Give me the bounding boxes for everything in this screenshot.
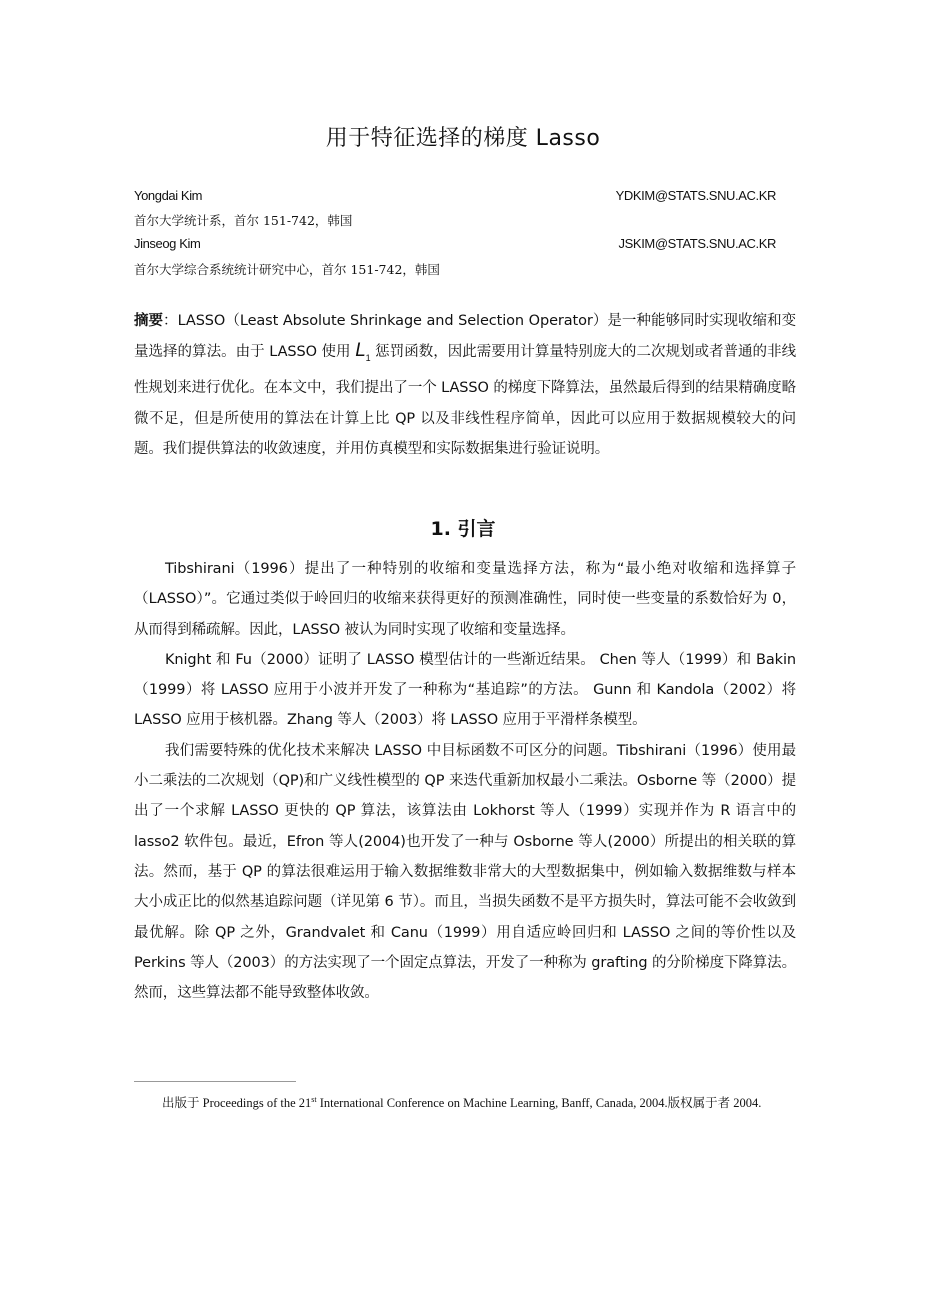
author-affiliation: 首尔大学综合系统统计研究中心，首尔 151-742，韩国 [134,262,440,277]
footnote: 出版于 Proceedings of the 21st International Conference on Machine Learning, Banff, Canada, 2004.版权属于者 2004. [162,1095,762,1111]
author-name: Yongdai Kim [134,188,203,203]
section-heading: 1. 引言 [430,518,496,540]
author-row-2 [134,236,776,256]
footnote-divider [134,1081,296,1082]
body-paragraph: Knight 和 Fu（2000）证明了 LASSO 模型估计的一些渐近结果。 Chen 等人（1999）和 Bakin（1999）将 LASSO 应用于小波并开发了一种称为“基追踪”的方法。 Gunn 和 Kandola（2002）将 LASSO 应用于核机器。Zhang 等人（2003）将 LASSO 应用于平滑样条模型。 [134,651,796,729]
abstract [134,306,796,464]
section-body [134,554,796,1008]
abstract-label: 摘要 [134,313,164,329]
author-row-1 [134,188,776,208]
author-email: JSKIM@STATS.SNU.AC.KR [618,236,776,251]
body-paragraph: Tibshirani（1996）提出了一种特别的收缩和变量选择方法，称为“最小绝对收缩和选择算子（LASSO）”。它通过类似于岭回归的收缩来获得更好的预测准确性，同时使一些变量的系数恰好为 0，从而得到稀疏解。因此，LASSO 被认为同时实现了收缩和变量选择。 [134,561,796,638]
body-paragraph: 我们需要特殊的优化技术来解决 LASSO 中目标函数不可区分的问题。Tibshirani（1996）使用最小二乘法的二次规划（QP)和广义线性模型的 QP 来迭代重新加权最小二乘法。Osborne 等（2000）提出了一个求解 LASSO 更快的 QP 算法，该算法由 Lokhorst 等人（1999）实现并作为 R 语言中的 lasso2 软件包。最近，Efron 等人(2004)也开发了一种与 Osborne 等人(2000）所提出的相关联的算法。然而，基于 QP 的算法很难运用于输入数据维数非常大的大型数据集中，例如输入数据维数与样本大小成正比的似然基追踪问题（详见第 6 节）。而且，当损失函数不是平方损失时，算法可能不会收敛到最优解。除 QP 之外，Grandvalet 和 Canu（1999）用自适应岭回归和 LASSO 之间的等价性以及 Perkins 等人（2003）的方法实现了一个固定点算法，开发了一种称为 grafting 的分阶梯度下降算法。然而，这些算法都不能导致整体收敛。 [134,742,796,1002]
abstract-text: 惩罚函数，因此需要用计算量特别庞大的二次规划或者普通的非线性规划来进行优化。在本文中，我们提出了一个 LASSO 的梯度下降算法，虽然最后得到的结果精确度略微不足，但是所使用的算法在计算上比 QP 以及非线性程序简单，因此可以应用于数据规模较大的问题。我们提供算法的收敛速度，并用仿真模型和实际数据集进行验证说明。 [134,344,796,457]
author-affiliation: 首尔大学统计系，首尔 151-742，韩国 [134,213,353,228]
author-email: YDKIM@STATS.SNU.AC.KR [615,188,776,203]
paper-title: 用于特征选择的梯度 Lasso [325,126,601,151]
l1-symbol: $L_1$ [355,340,371,364]
author-name: Jinseog Kim [134,236,201,251]
abstract-text: ：LASSO（Least Absolute Shrinkage and Selection Operator）是一种能够同时实现收缩和变量选择的算法。由于 LASSO 使用 [134,313,796,361]
